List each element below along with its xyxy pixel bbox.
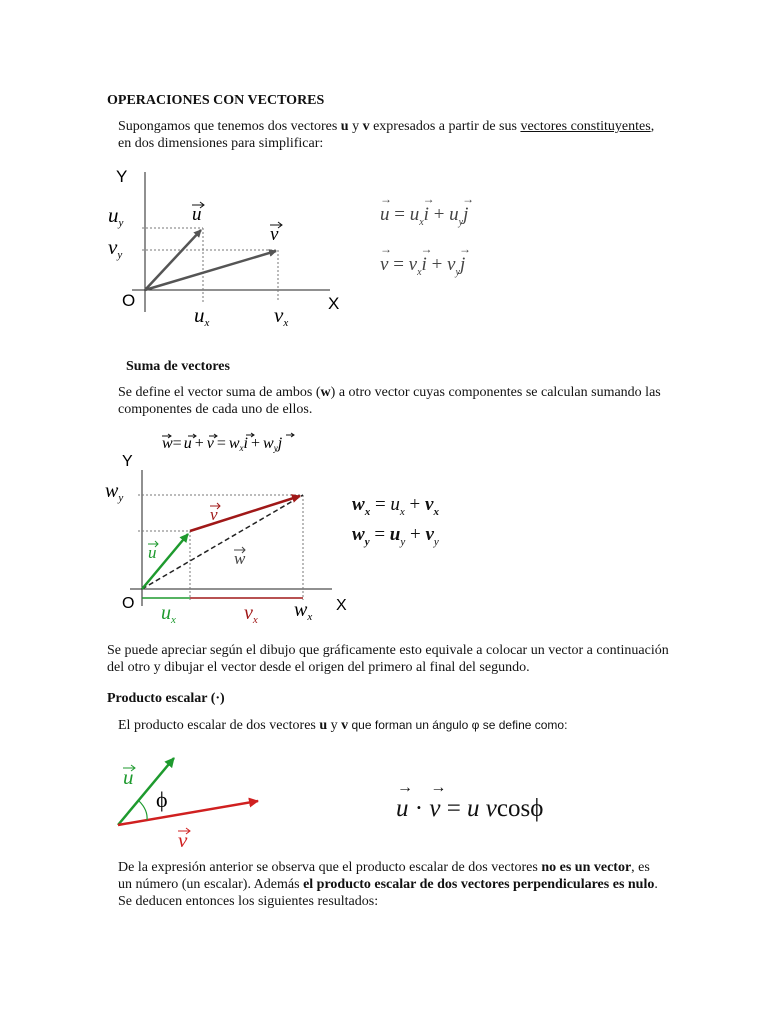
vector-v-arrow (118, 801, 258, 825)
equation-wy: $w_y = u_y + v_y$ (352, 524, 439, 548)
v-vector-label: v (270, 224, 279, 245)
u-vec: u → (380, 192, 392, 225)
ux-label: ux (194, 303, 210, 329)
dot-product-equation: u → · v → = u vcosϕ (396, 779, 544, 822)
eq-u-vec: u → (396, 779, 413, 822)
intro-text: expresados a partir de sus (369, 119, 521, 134)
sum-formula: w= u + v = wxi + wyj (162, 435, 283, 453)
y-axis-label: Y (116, 167, 128, 186)
u-vector-label: u (123, 765, 134, 789)
suma-line-1: Se define el vector suma de ambos (w) a otro vector cuyas componentes se calculan sumando las (118, 385, 661, 400)
wx-label: $w_x$ (294, 599, 313, 623)
origin-label: O (122, 595, 135, 612)
section-heading-suma: Suma de vectores (126, 359, 230, 374)
vector-v-name: v (362, 119, 370, 134)
apreciar-line-1: Se puede apreciar según el dibujo que gráficamente esto equivale a colocar un vector a continuación (107, 643, 669, 658)
ux-label: $u_x$ (161, 602, 176, 626)
v-vec: v → (380, 242, 392, 275)
u-vector-label: u (148, 543, 157, 562)
page-title: OPERACIONES CON VECTORES (107, 93, 325, 108)
intro-line-2: en dos dimensiones para simplificar: (118, 136, 324, 151)
eq-v-vec: v → (429, 779, 447, 822)
y-axis-label: Y (122, 453, 133, 470)
vectores-constituyentes-link[interactable]: vectores constituyentes (520, 119, 651, 134)
section-heading-producto: Producto escalar (·) (107, 691, 225, 706)
v-vector-label: v (210, 505, 218, 524)
dot-product-angle-diagram (110, 750, 270, 850)
vector-components-diagram (100, 162, 360, 334)
vx-label: vx (274, 303, 289, 329)
vector-v-arrow (190, 496, 300, 531)
vector-w-line (142, 495, 303, 589)
conclusion-line-2: un número (un escalar). Además el producto escalar de dos vectores perpendiculares es nulo. (118, 877, 658, 892)
angle-arc (139, 801, 147, 820)
suma-line-2: componentes de cada uno de ellos. (118, 402, 313, 417)
apreciar-line-2: del otro y dibujar el vector desde el origen del primero al final del segundo. (107, 660, 530, 675)
uy-label: uy (108, 203, 124, 229)
equation-wx: $w_x = u_x + v_x$ (352, 494, 439, 518)
x-axis-label: X (336, 597, 347, 614)
u-vector-label: u (192, 204, 202, 225)
intro-line-1 (118, 118, 758, 135)
intro-text: , (650, 119, 655, 134)
conclusion-line-3: Se deducen entonces los siguientes resultados: (118, 894, 379, 909)
equation-u: u → = $u_xi$ → + $u_yj$ → (380, 192, 475, 228)
v-vector-label: v (178, 828, 188, 850)
intro-text: Supongamos que tenemos dos vectores (118, 119, 341, 134)
x-axis-label: X (328, 294, 340, 313)
vy-label: vy (108, 235, 123, 261)
intro-text: y (348, 119, 363, 134)
vx-label: $v_x$ (244, 602, 258, 626)
w-vector-label: w (234, 549, 246, 568)
vector-u-name: u (340, 119, 349, 134)
phi-label: ϕ (156, 787, 168, 812)
equation-v: v → = $v_xi$ → + $v_yj$ → (380, 242, 471, 278)
vector-sum-diagram (100, 428, 360, 628)
producto-line-1: El producto escalar de dos vectores u y v que forman un ángulo φ se define como: (118, 718, 568, 733)
origin-label: O (122, 291, 136, 310)
conclusion-line-1: De la expresión anterior se observa que el producto escalar de dos vectores no es un vector, es (118, 860, 650, 875)
wy-label: $w_y$ (105, 480, 124, 504)
